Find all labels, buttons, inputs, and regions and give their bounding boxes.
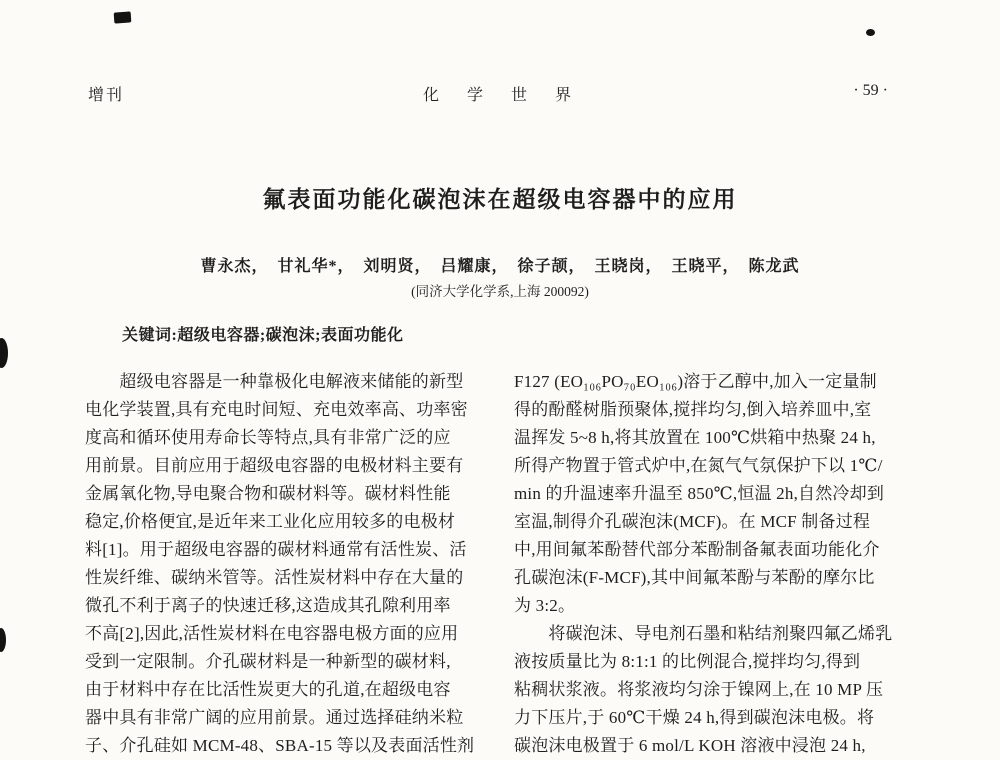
text-line: 力下压片,于 60℃干燥 24 h,得到碳泡沫电极。将 xyxy=(514,708,875,727)
scan-artifact xyxy=(866,29,875,36)
text-line: 液按质量比为 8:1:1 的比例混合,搅拌均匀,得到 xyxy=(514,652,861,671)
text-line: 孔碳泡沫(F-MCF),其中间氟苯酚与苯酚的摩尔比 xyxy=(514,568,875,587)
text-line: 温挥发 5~8 h,将其放置在 100℃烘箱中热聚 24 h, xyxy=(514,428,876,447)
text-line: 室温,制得介孔碳泡沫(MCF)。在 MCF 制备过程 xyxy=(514,512,871,531)
affiliation-line: (同济大学化学系,上海 200092) xyxy=(411,284,589,299)
text-line: 度高和循环使用寿命长等特点,具有非常广泛的应 xyxy=(85,428,451,447)
journal-title: 化 学 世 界 xyxy=(422,87,577,104)
text-line: 不高[2],因此,活性炭材料在电容器电极方面的应用 xyxy=(85,624,459,643)
text-line: 用前景。目前应用于超级电容器的电极材料主要有 xyxy=(85,456,464,475)
scan-artifact xyxy=(0,338,8,368)
text-line: 金属氧化物,导电聚合物和碳材料等。碳材料性能 xyxy=(85,484,451,503)
body-column-right xyxy=(514,368,912,760)
article-title: 氟表面功能化碳泡沫在超级电容器中的应用 xyxy=(262,187,738,212)
text-line: 碳泡沫电极置于 6 mol/L KOH 溶液中浸泡 24 h, xyxy=(514,736,866,755)
scan-artifact xyxy=(0,628,6,652)
authors-line: 曹永杰， 甘礼华*， 刘明贤， 吕耀康， 徐子颉， 王晓岗， 王晓平， 陈龙武 xyxy=(200,258,800,275)
running-head xyxy=(0,82,1000,104)
text-line: 由于材料中存在比活性炭更大的孔道,在超级电容 xyxy=(85,680,451,699)
text-line: 电化学装置,具有充电时间短、充电效率高、功率密 xyxy=(85,400,468,419)
text-line: 微孔不利于离子的快速迁移,这造成其孔隙利用率 xyxy=(85,596,451,615)
text-line: 粘稠状浆液。将浆液均匀涂于镍网上,在 10 MP 压 xyxy=(514,680,884,699)
text-line: 所得产物置于管式炉中,在氮气气氛保护下以 1℃/ xyxy=(514,456,883,475)
text-line: 器中具有非常广阔的应用前景。通过选择硅纳米粒 xyxy=(85,708,464,727)
keywords-line: 关键词:超级电容器;碳泡沫;表面功能化 xyxy=(122,327,404,344)
text-line: 将碳泡沫、导电剂石墨和粘结剂聚四氟乙烯乳 xyxy=(514,624,893,643)
body-column-left xyxy=(85,368,483,760)
text-line: 子、介孔硅如 MCM-48、SBA-15 等以及表面活性剂 xyxy=(85,736,475,755)
text-line: 稳定,价格便宜,是近年来工业化应用较多的电极材 xyxy=(85,512,456,531)
text-line: F127 (EO₁₀₆PO₇₀EO₁₀₆)溶于乙醇中,加入一定量制 xyxy=(514,372,877,391)
text-line: 为 3:2。 xyxy=(514,596,576,615)
text-line: 得的酚醛树脂预聚体,搅拌均匀,倒入培养皿中,室 xyxy=(514,400,872,419)
text-line: 超级电容器是一种靠极化电解液来储能的新型 xyxy=(85,372,464,391)
text-line: min 的升温速率升温至 850℃,恒温 2h,自然冷却到 xyxy=(514,484,885,503)
journal-supplement-label: 增刊 xyxy=(88,87,125,104)
text-line: 中,用间氟苯酚替代部分苯酚制备氟表面功能化介 xyxy=(514,540,880,559)
text-line: 料[1]。用于超级电容器的碳材料通常有活性炭、活 xyxy=(85,540,467,559)
page-number: · 59 · xyxy=(853,82,888,99)
text-line: 性炭纤维、碳纳米管等。活性炭材料中存在大量的 xyxy=(85,568,464,587)
text-line: 受到一定限制。介孔碳材料是一种新型的碳材料, xyxy=(85,652,451,671)
scan-artifact xyxy=(114,11,132,23)
